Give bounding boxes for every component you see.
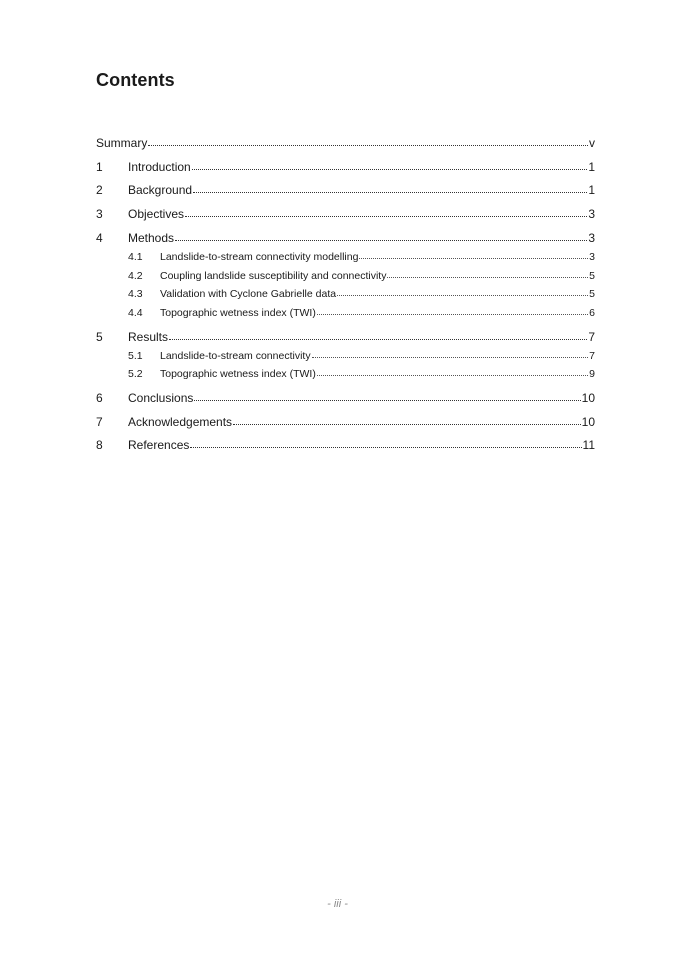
toc-label: Topographic wetness index (TWI) bbox=[160, 368, 316, 380]
toc-leader-dots bbox=[148, 144, 588, 146]
toc-page-number: v bbox=[589, 136, 595, 150]
toc-entry-acknowledgements[interactable] bbox=[96, 415, 595, 429]
toc-entry-background[interactable] bbox=[96, 183, 595, 197]
toc-number: 5.2 bbox=[128, 368, 143, 380]
toc-leader-dots bbox=[233, 423, 581, 425]
toc-entry-coupling-susceptibility[interactable] bbox=[96, 270, 595, 282]
toc-page-number: 5 bbox=[589, 288, 595, 300]
toc-label: Objectives bbox=[128, 207, 185, 221]
toc-entry-connectivity-results[interactable] bbox=[96, 350, 595, 362]
toc-page-number: 10 bbox=[581, 415, 595, 429]
toc-leader-dots bbox=[175, 239, 587, 241]
toc-leader-dots bbox=[317, 313, 588, 315]
toc-label: Landslide-to-stream connectivity bbox=[160, 350, 311, 362]
toc-number: 4.4 bbox=[128, 307, 143, 319]
toc-number: 6 bbox=[96, 391, 103, 405]
toc-number: 8 bbox=[96, 438, 103, 452]
toc-entry-twi-methods[interactable] bbox=[96, 307, 595, 319]
toc-page-number: 3 bbox=[588, 231, 595, 245]
toc-entry-references[interactable] bbox=[96, 438, 595, 452]
toc-number: 7 bbox=[96, 415, 103, 429]
toc-leader-dots bbox=[359, 257, 588, 259]
toc-entry-introduction[interactable] bbox=[96, 160, 595, 174]
toc-label: References bbox=[128, 438, 190, 452]
toc-leader-dots bbox=[337, 294, 588, 296]
toc-label: Background bbox=[128, 183, 193, 197]
toc-page-number: 3 bbox=[588, 207, 595, 221]
toc-page-number: 10 bbox=[581, 391, 595, 405]
toc-leader-dots bbox=[317, 374, 588, 376]
toc-label: Acknowledgements bbox=[128, 415, 233, 429]
toc-page-number: 7 bbox=[588, 330, 595, 344]
toc-page-number: 3 bbox=[589, 251, 595, 263]
toc-number: 5 bbox=[96, 330, 103, 344]
toc-page-number: 11 bbox=[582, 438, 595, 452]
toc-entry-summary[interactable] bbox=[96, 136, 595, 150]
page-footer-number: - iii - bbox=[327, 898, 348, 910]
toc-leader-dots bbox=[312, 356, 589, 358]
toc-label: Topographic wetness index (TWI) bbox=[160, 307, 316, 319]
toc-entry-conclusions[interactable] bbox=[96, 391, 595, 405]
toc-number: 4.3 bbox=[128, 288, 143, 300]
toc-number: 4.2 bbox=[128, 270, 143, 282]
toc-number: 4 bbox=[96, 231, 103, 245]
toc-label: Validation with Cyclone Gabrielle data bbox=[160, 288, 337, 300]
toc-page-number: 7 bbox=[589, 350, 595, 362]
toc-label: Introduction bbox=[128, 160, 191, 174]
toc-page-number: 1 bbox=[588, 160, 595, 174]
toc-number: 5.1 bbox=[128, 350, 143, 362]
toc-page-number: 1 bbox=[588, 183, 595, 197]
toc-label: Coupling landslide susceptibility and connectivity bbox=[160, 270, 387, 282]
toc-number: 3 bbox=[96, 207, 103, 221]
toc-entry-validation-gabrielle[interactable] bbox=[96, 288, 595, 300]
toc-label: Results bbox=[128, 330, 169, 344]
toc-entry-methods[interactable] bbox=[96, 231, 595, 245]
toc-number: 2 bbox=[96, 183, 103, 197]
toc-label: Landslide-to-stream connectivity modelling bbox=[160, 251, 359, 263]
toc-leader-dots bbox=[387, 276, 588, 278]
toc-page-number: 5 bbox=[589, 270, 595, 282]
toc-page-number: 6 bbox=[589, 307, 595, 319]
toc-number: 1 bbox=[96, 160, 103, 174]
toc-entry-connectivity-modelling[interactable] bbox=[96, 251, 595, 263]
toc-number: 4.1 bbox=[128, 251, 143, 263]
toc-page-number: 9 bbox=[589, 368, 595, 380]
page-title: Contents bbox=[96, 70, 175, 90]
toc-leader-dots bbox=[194, 399, 580, 401]
toc-label: Summary bbox=[96, 136, 148, 150]
toc-leader-dots bbox=[193, 191, 587, 193]
toc-entry-objectives[interactable] bbox=[96, 207, 595, 221]
toc-entry-results[interactable] bbox=[96, 330, 595, 344]
toc-leader-dots bbox=[169, 338, 587, 340]
toc-label: Conclusions bbox=[128, 391, 194, 405]
toc-leader-dots bbox=[192, 168, 588, 170]
toc-leader-dots bbox=[185, 215, 587, 217]
toc-label: Methods bbox=[128, 231, 175, 245]
toc-entry-twi-results[interactable] bbox=[96, 368, 595, 380]
toc-leader-dots bbox=[190, 446, 581, 448]
